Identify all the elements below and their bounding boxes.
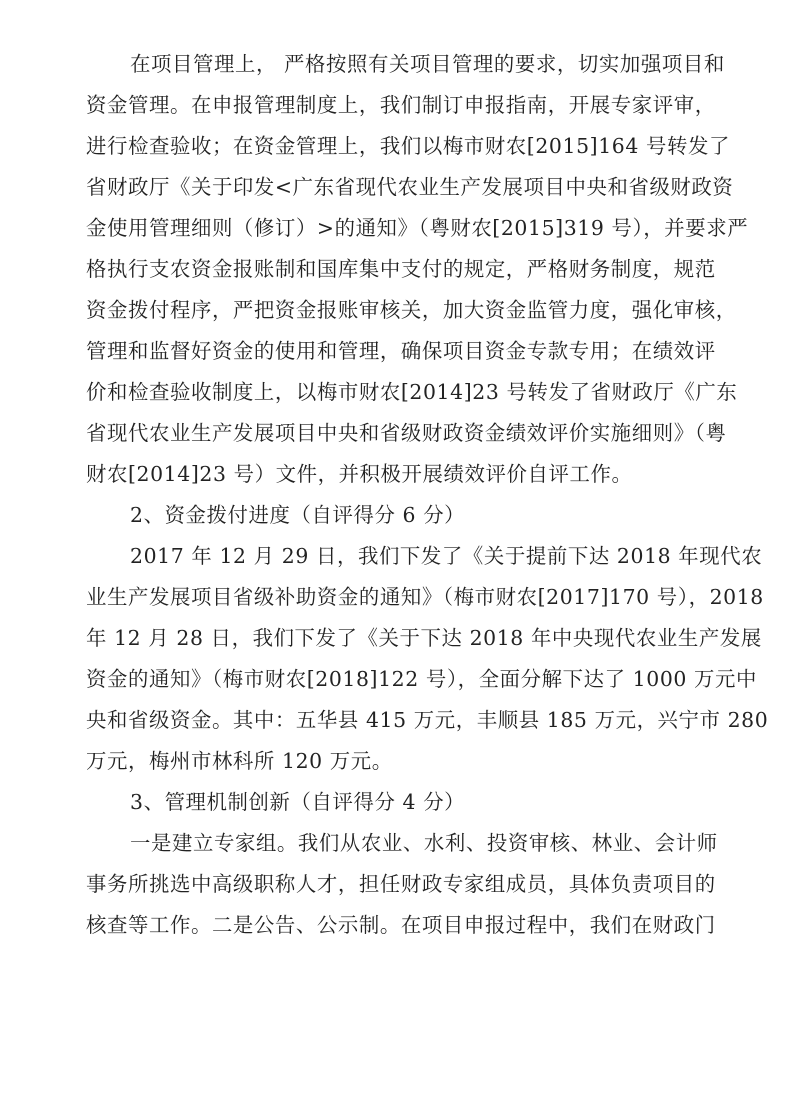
text-line: 进行检查验收；在资金管理上，我们以梅市财农[2015]164 号转发了 <box>86 134 730 158</box>
text-line: 财农[2014]23 号）文件，并积极开展绩效评价自评工作。 <box>86 462 633 486</box>
text-line: 金使用管理细则（修订）>的通知》（粤财农[2015]319 号），并要求严 <box>86 216 749 240</box>
text-line: 核查等工作。二是公告、公示制。在项目申报过程中，我们在财政门 <box>86 913 716 937</box>
section-heading-fund-disbursement: 2、资金拨付进度（自评得分 6 分） <box>130 503 466 527</box>
paragraph-project-management <box>86 44 749 495</box>
text-line: 管理和监督好资金的使用和管理，确保项目资金专款专用；在绩效评 <box>86 339 716 363</box>
document-body <box>86 44 769 946</box>
paragraph-fund-disbursement <box>86 536 769 782</box>
text-line: 格执行支农资金报账制和国库集中支付的规定，严格财务制度，规范 <box>86 257 716 281</box>
text-line: 万元，梅州市林科所 120 万元。 <box>86 749 393 773</box>
text-line: 2017 年 12 月 29 日，我们下发了《关于提前下达 2018 年现代农 <box>130 544 763 568</box>
text-line: 一是建立专家组。我们从农业、水利、投资审核、林业、会计师 <box>130 831 718 855</box>
text-line: 央和省级资金。其中：五华县 415 万元，丰顺县 185 万元，兴宁市 280 <box>86 708 769 732</box>
text-line: 资金管理。在申报管理制度上，我们制订申报指南，开展专家评审， <box>86 93 716 117</box>
text-line: 资金的通知》（梅市财农[2018]122 号），全面分解下达了 1000 万元中 <box>86 667 758 691</box>
text-line: 在项目管理上， 严格按照有关项目管理的要求，切实加强项目和 <box>130 52 725 76</box>
paragraph-mechanism-innovation <box>86 823 716 946</box>
text-line: 事务所挑选中高级职称人才，担任财政专家组成员，具体负责项目的 <box>86 872 716 896</box>
text-line: 省财政厅《关于印发<广东省现代农业生产发展项目中央和省级财政资 <box>86 175 734 199</box>
text-line: 业生产发展项目省级补助资金的通知》（梅市财农[2017]170 号），2018 <box>86 585 764 609</box>
text-line: 年 12 月 28 日，我们下发了《关于下达 2018 年中央现代农业生产发展 <box>86 626 762 650</box>
text-line: 价和检查验收制度上，以梅市财农[2014]23 号转发了省财政厅《广东 <box>86 380 738 404</box>
section-heading-mechanism-innovation: 3、管理机制创新（自评得分 4 分） <box>130 790 466 814</box>
text-line: 资金拨付程序，严把资金报账审核关，加大资金监管力度，强化审核， <box>86 298 737 322</box>
text-line: 省现代农业生产发展项目中央和省级财政资金绩效评价实施细则》（粤 <box>86 421 727 445</box>
